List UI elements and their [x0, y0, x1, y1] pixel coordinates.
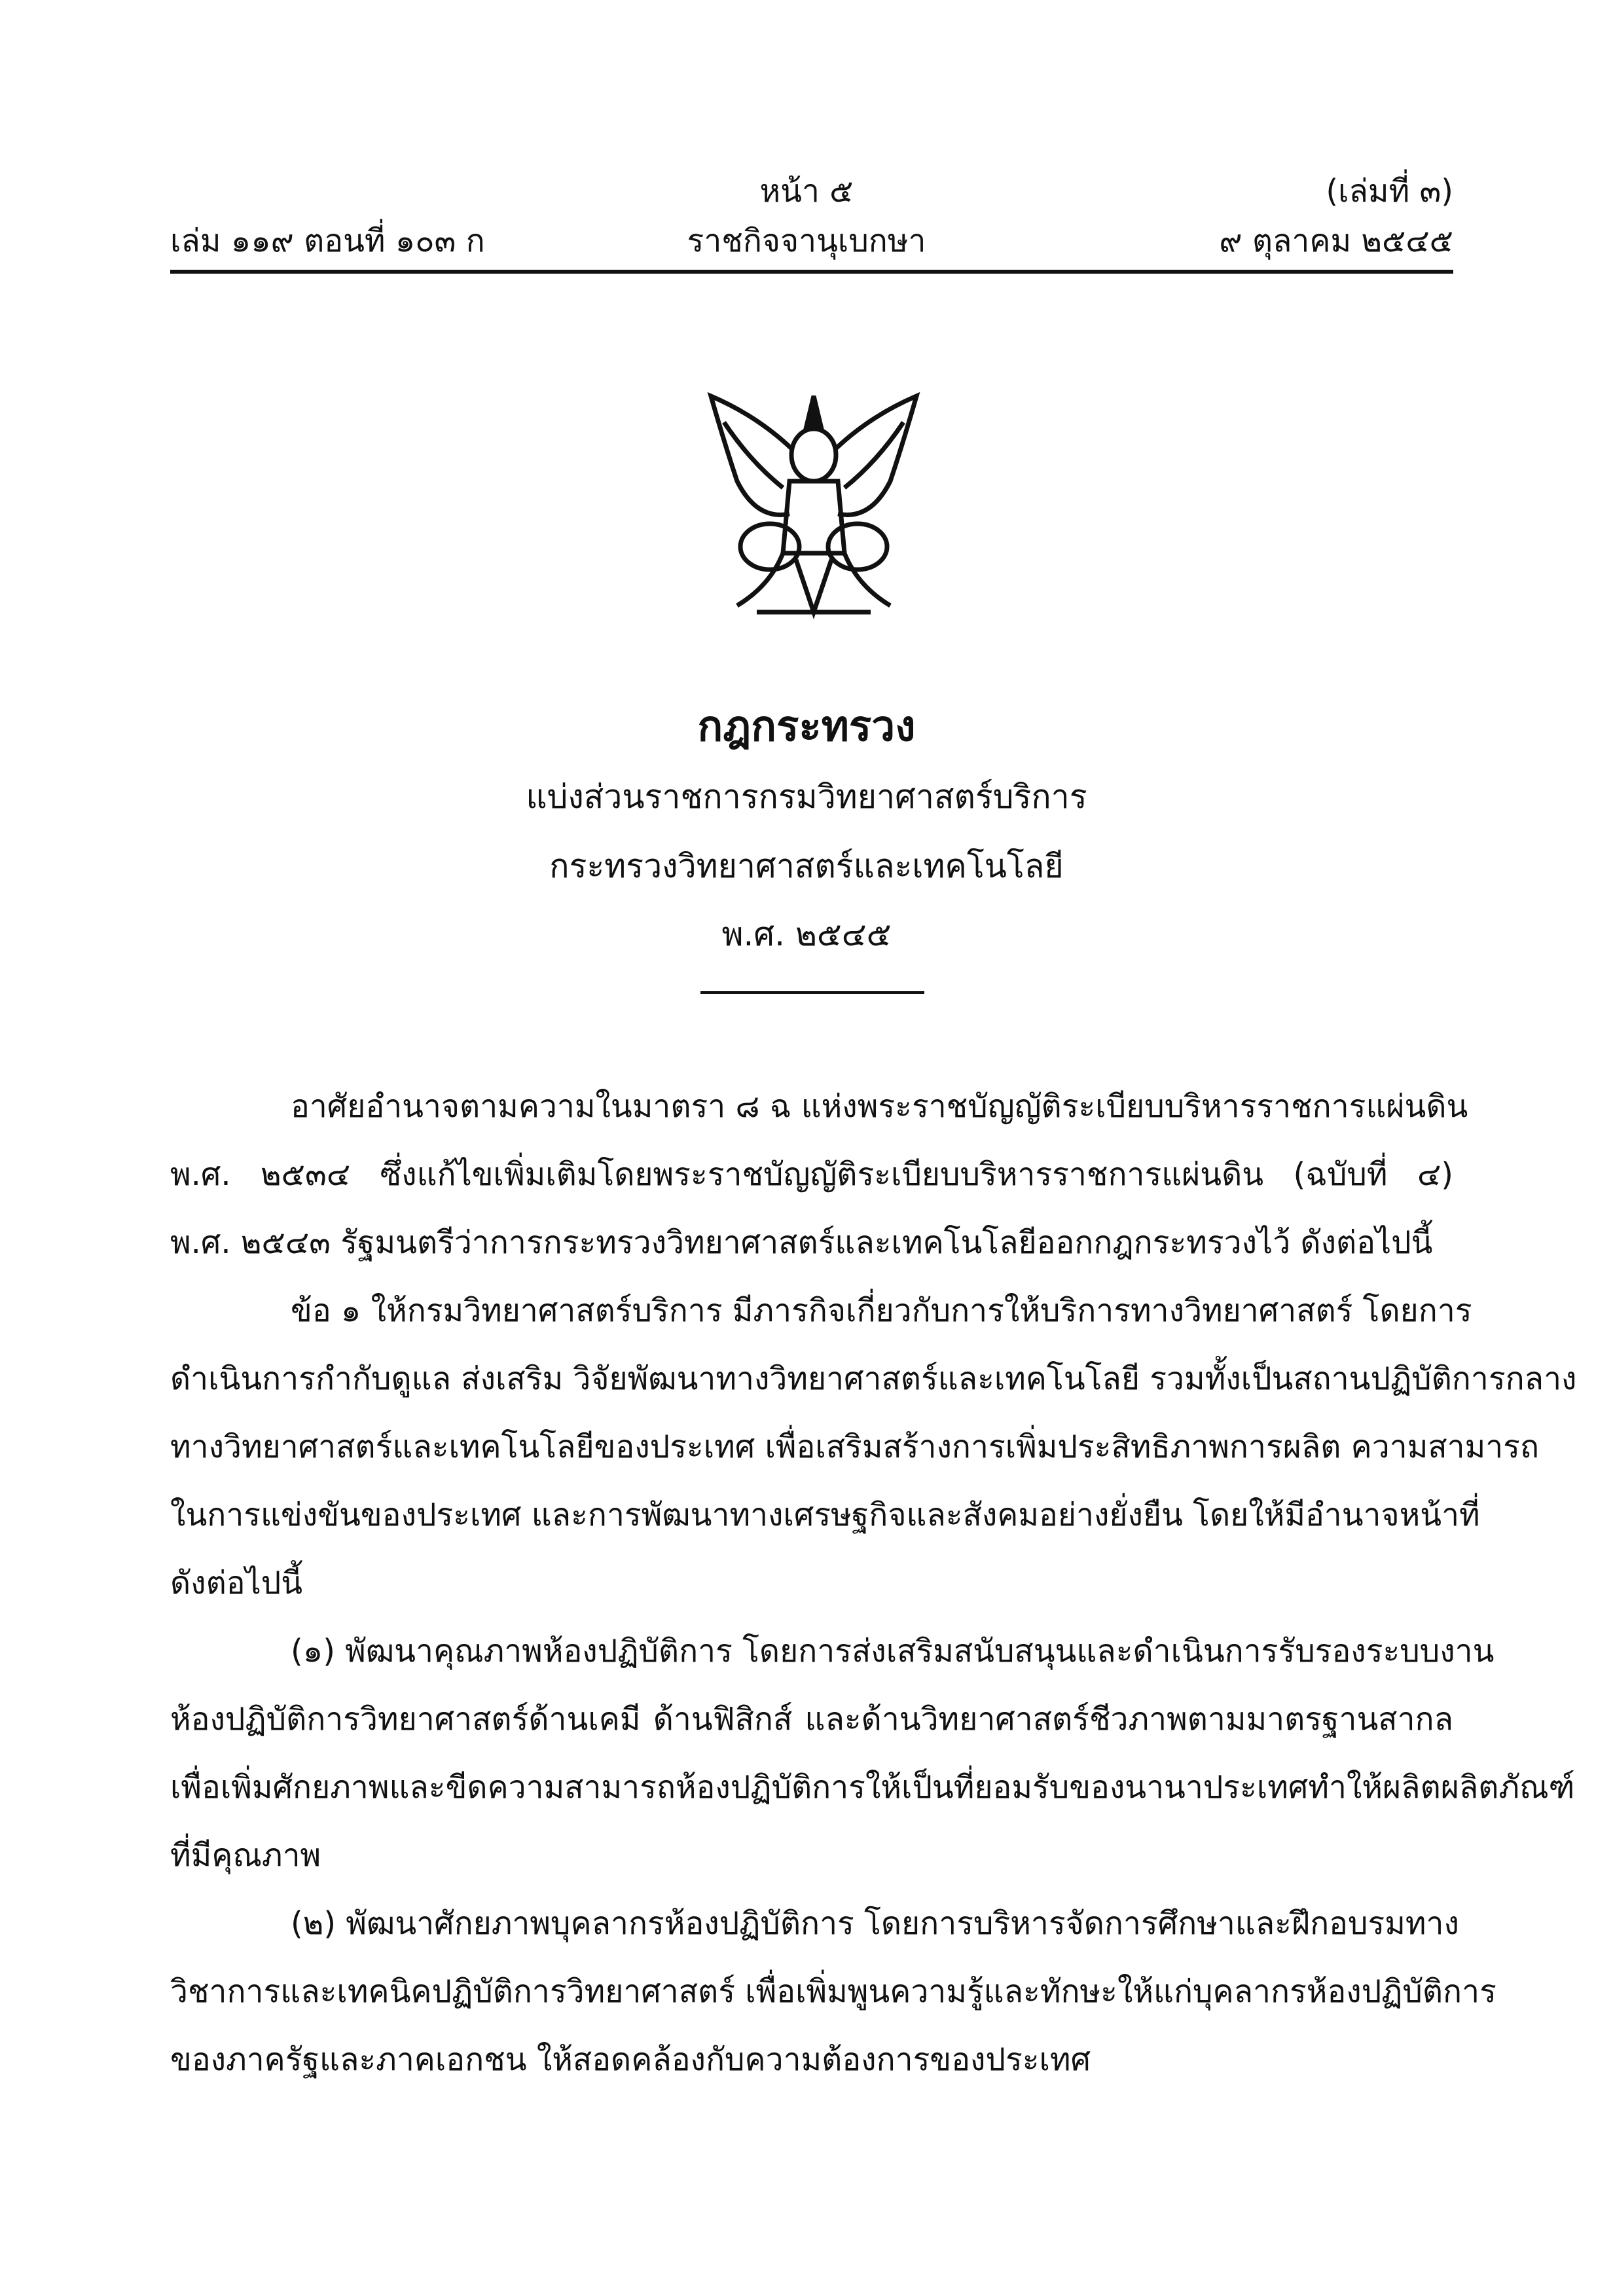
body-line: ดังต่อไปนี้ — [170, 1565, 303, 1601]
body-line: ดำเนินการกำกับดูแล ส่งเสริม วิจัยพัฒนาทางวิทยาศาสตร์และเทคโนโลยี รวมทั้งเป็นสถานปฏิบัติการกลาง — [170, 1360, 1577, 1397]
body-line: พ.ศ. ๒๕๓๔ ซึ่งแก้ไขเพิ่มเติมโดยพระราชบัญญัติระเบียบบริหารราชการแผ่นดิน (ฉบับที่ ๔) — [170, 1156, 1453, 1193]
body-line: (๑) พัฒนาคุณภาพห้องปฏิบัติการ โดยการส่งเสริมสนับสนุนและดำเนินการรับรองระบบงาน — [291, 1633, 1495, 1669]
body-line: ข้อ ๑ ให้กรมวิทยาศาสตร์บริการ มีภารกิจเกี่ยวกับการให้บริการทางวิทยาศาสตร์ โดยการ — [291, 1292, 1472, 1329]
body-line: เพื่อเพิ่มศักยภาพและขีดความสามารถห้องปฏิบัติการให้เป็นที่ยอมรับของนานาประเทศทำให้ผลิตผลิตภัณฑ์ — [170, 1769, 1575, 1806]
title-rule — [700, 991, 924, 994]
issue-date: ๙ ตุลาคม ๒๕๔๕ — [1219, 223, 1453, 259]
gazette-name: ราชกิจจานุเบกษา — [687, 223, 926, 259]
body-line: ที่มีคุณภาพ — [170, 1837, 321, 1874]
body-line: พ.ศ. ๒๕๔๓ รัฐมนตรีว่าการกระทรวงวิทยาศาสตร์และเทคโนโลยีออกกฎกระทรวงไว้ ดังต่อไปนี้ — [170, 1224, 1433, 1261]
body-line: ทางวิทยาศาสตร์และเทคโนโลยีของประเทศ เพื่อเสริมสร้างการเพิ่มประสิทธิภาพการผลิต ความสามารถ — [170, 1429, 1540, 1465]
body-line: ของภาครัฐและภาคเอกชน ให้สอดคล้องกับความต้องการของประเทศ — [170, 2041, 1091, 2078]
document-type-title: กฎกระทรวง — [697, 702, 916, 751]
title-line-2: กระทรวงวิทยาศาสตร์และเทคโนโลยี — [549, 847, 1064, 885]
issue-number: เล่ม ๑๑๙ ตอนที่ ๑๐๓ ก — [170, 223, 485, 259]
page-number: หน้า ๕ — [759, 173, 854, 210]
body-line: วิชาการและเทคนิคปฏิบัติการวิทยาศาสตร์ เพื่อเพิ่มพูนความรู้และทักษะให้แก่บุคลากรห้องปฏิบัติการ — [170, 1973, 1496, 2010]
body-line: (๒) พัฒนาศักยภาพบุคลากรห้องปฏิบัติการ โดยการบริหารจัดการศึกษาและฝึกอบรมทาง — [291, 1905, 1459, 1942]
title-line-1: แบ่งส่วนราชการกรมวิทยาศาสตร์บริการ — [526, 778, 1087, 816]
body-line: ในการแข่งขันของประเทศ และการพัฒนาทางเศรษฐกิจและสังคมอย่างยั่งยืน โดยให้มีอำนาจหน้าที่ — [170, 1497, 1480, 1533]
garuda-emblem-icon — [698, 390, 930, 625]
header-rule — [170, 270, 1453, 274]
volume-part: (เล่มที่ ๓) — [1326, 173, 1453, 210]
title-year: พ.ศ. ๒๕๔๕ — [721, 915, 892, 953]
body-line: อาศัยอำนาจตามความในมาตรา ๘ ฉ แห่งพระราชบัญญัติระเบียบบริหารราชการแผ่นดิน — [291, 1088, 1468, 1125]
body-line: ห้องปฏิบัติการวิทยาศาสตร์ด้านเคมี ด้านฟิสิกส์ และด้านวิทยาศาสตร์ชีวภาพตามมาตรฐานสากล — [170, 1701, 1453, 1738]
